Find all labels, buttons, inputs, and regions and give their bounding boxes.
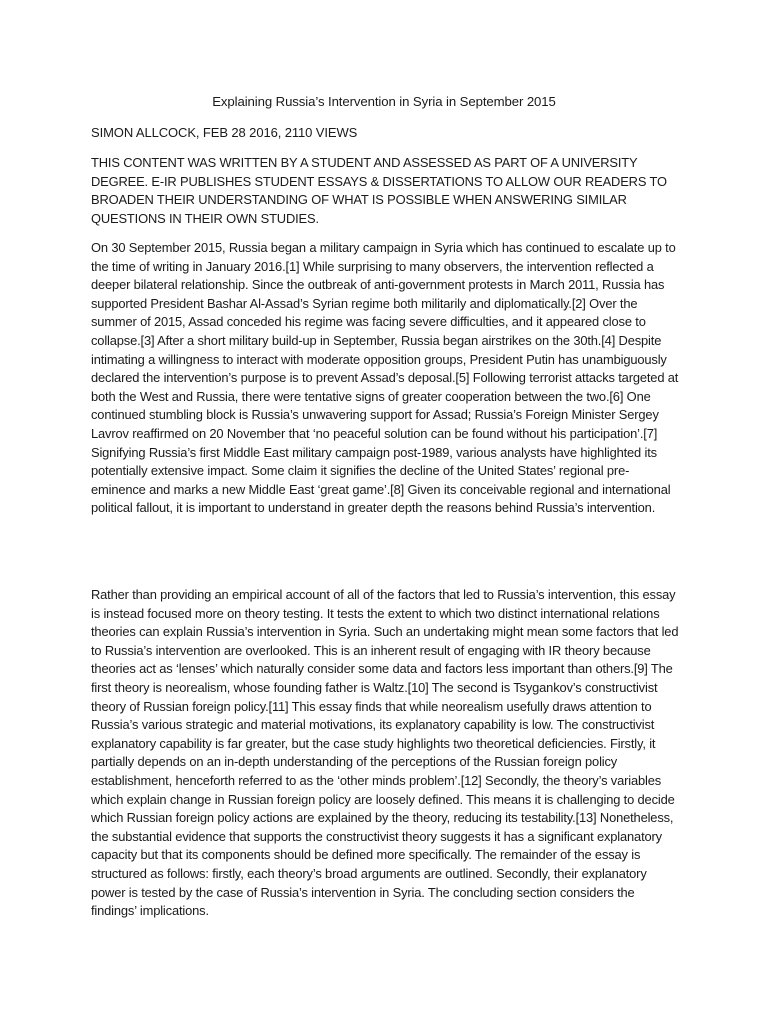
body-paragraph-1: On 30 September 2015, Russia began a military campaign in Syria which has continued to escalate up to the time of writing in January 2016.[1] While surprising to many observers, the intervention reflected a deeper bilateral relationship. Since the outbreak of anti-government protests in March 2011, Russia has supported President Bashar Al-Assad’s Syrian regime both militarily and diplomatically.[2] Over the summer of 2015, Assad conceded his regime was facing severe difficulties, and it appeared close to collapse.[3] After a short military build-up in September, Russia began airstrikes on the 30th.[4] Despite intimating a willingness to interact with moderate opposition groups, President Putin has unambiguously declared the intervention’s purpose is to prevent Assad’s deposal.[5] Following terrorist attacks targeted at both the West and Russia, there were tentative signs of greater cooperation between the two.[6] One continued stumbling block is Russia’s unwavering support for Assad; Russia’s Foreign Minister Sergey Lavrov reaffirmed on 20 November that ‘no peaceful solution can be found without his participation’.[7] Signifying Russia’s first Middle East military campaign post-1989, various analysts have highlighted its potentially extensive impact. Some claim it signifies the decline of the United States’ regional pre-eminence and marks a new Middle East ‘great game’.[8] Given its conceivable regional and international political fallout, it is important to understand in greater depth the reasons behind Russia’s intervention.: [91, 240, 679, 516]
student-content-notice: THIS CONTENT WAS WRITTEN BY A STUDENT AND ASSESSED AS PART OF A UNIVERSITY DEGREE. E-IR PUBLISHES STUDENT ESSAYS & DISSERTATIONS TO ALLOW OUR READERS TO BROADEN THEIR UNDERSTANDING OF WHAT IS POSSIBLE WHEN ANSWERING SIMILAR QUESTIONS IN THEIR OWN STUDIES.: [91, 155, 667, 226]
body-paragraph-2: Rather than providing an empirical account of all of the factors that led to Russia’s intervention, this essay is instead focused more on theory testing. It tests the extent to which two distinct international relations theories can explain Russia’s intervention in Syria. Such an undertaking might mean some factors that led to Russia’s intervention are overlooked. This is an inherent result of engaging with IR theory because theories act as ‘lenses’ which naturally consider some data and factors less important than others.[9] The first theory is neorealism, whose founding father is Waltz.[10] The second is Tsygankov’s constructivist theory of Russian foreign policy.[11] This essay finds that while neorealism usefully draws attention to Russia’s various strategic and material motivations, its explanatory capability is low. The constructivist explanatory capability is far greater, but the case study highlights two theoretical deficiencies. Firstly, it partially depends on an in-depth understanding of the perceptions of the Russian foreign policy establishment, henceforth referred to as the ‘other minds problem’.[12] Secondly, the theory’s variables which explain change in Russian foreign policy are loosely defined. This means it is challenging to decide which Russian foreign policy actions are explained by the theory, reducing its testability.[13] Nonetheless, the substantial evidence that supports the constructivist theory suggests it has a significant explanatory capacity but that its components should be defined more specifically. The remainder of the essay is structured as follows: firstly, each theory’s broad arguments are outlined. Secondly, their explanatory power is tested by the case of Russia’s intervention in Syria. The concluding section considers the findings’ implications.: [91, 587, 679, 919]
author-byline: SIMON ALLCOCK, FEB 28 2016, 2110 VIEWS: [91, 125, 358, 140]
document-title: Explaining Russia’s Intervention in Syria in September 2015: [212, 94, 556, 109]
